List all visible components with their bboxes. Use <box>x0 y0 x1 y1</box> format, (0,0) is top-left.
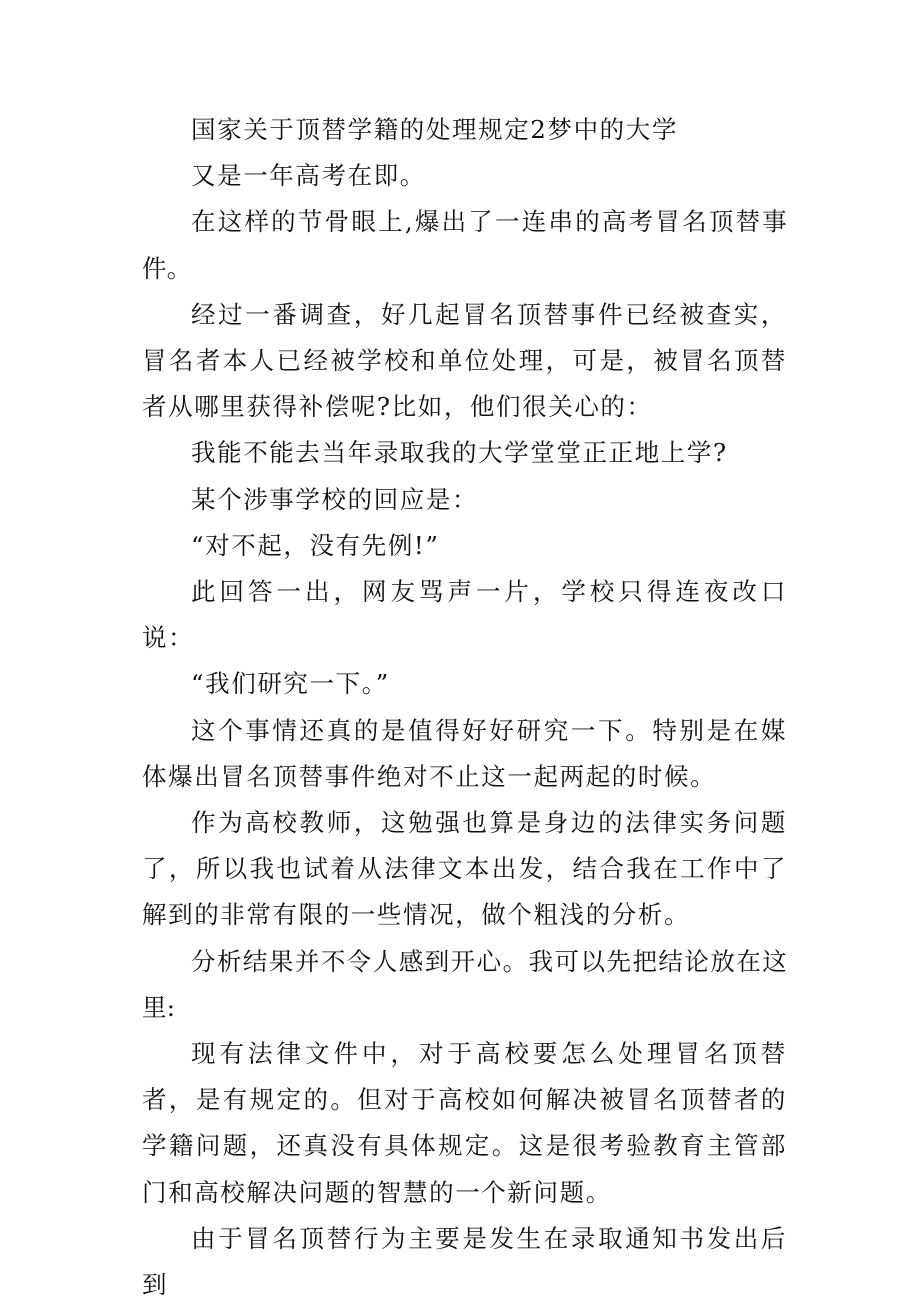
paragraph-10: 这个事情还真的是值得好好研究一下。特别是在媒体爆出冒名顶替事件绝对不止这一起两起的时候。 <box>142 715 787 791</box>
paragraph-13: 现有法律文件中，对于高校要怎么处理冒名顶替者，是有规定的。但对于高校如何解决被冒名顶替者的学籍问题，还真没有具体规定。这是很考验教育主管部门和高校解决问题的智慧的一个新问题。 <box>142 1039 787 1207</box>
paragraph-3: 在这样的节骨眼上,爆出了一连串的高考冒名顶替事件。 <box>142 207 787 283</box>
paragraph-7: “对不起，没有先例!” <box>191 530 440 560</box>
document-body <box>142 107 787 1308</box>
paragraph-14: 由于冒名顶替行为主要是发生在录取通知书发出后到 <box>142 1223 787 1300</box>
paragraph-8: 此回答一出，网友骂声一片，学校只得连夜改口说： <box>142 577 787 653</box>
paragraph-6: 某个涉事学校的回应是： <box>191 484 479 514</box>
paragraph-title: 国家关于顶替学籍的处理规定2梦中的大学 <box>191 115 678 144</box>
paragraph-4: 经过一番调查，好几起冒名顶替事件已经被查实，冒名者本人已经被学校和单位处理，可是，被冒名顶替者从哪里获得补偿呢?比如，他们很关心的： <box>142 299 787 422</box>
paragraph-2: 又是一年高考在即。 <box>191 161 426 191</box>
paragraph-12: 分析结果并不令人感到开心。我可以先把结论放在这里: <box>142 946 787 1022</box>
paragraph-9: “我们研究一下。” <box>191 669 390 699</box>
paragraph-5: 我能不能去当年录取我的大学堂堂正正地上学? <box>191 438 728 468</box>
paragraph-11: 作为高校教师，这勉强也算是身边的法律实务问题了，所以我也试着从法律文本出发，结合我在工作中了解到的非常有限的一些情况，做个粗浅的分析。 <box>142 808 787 930</box>
